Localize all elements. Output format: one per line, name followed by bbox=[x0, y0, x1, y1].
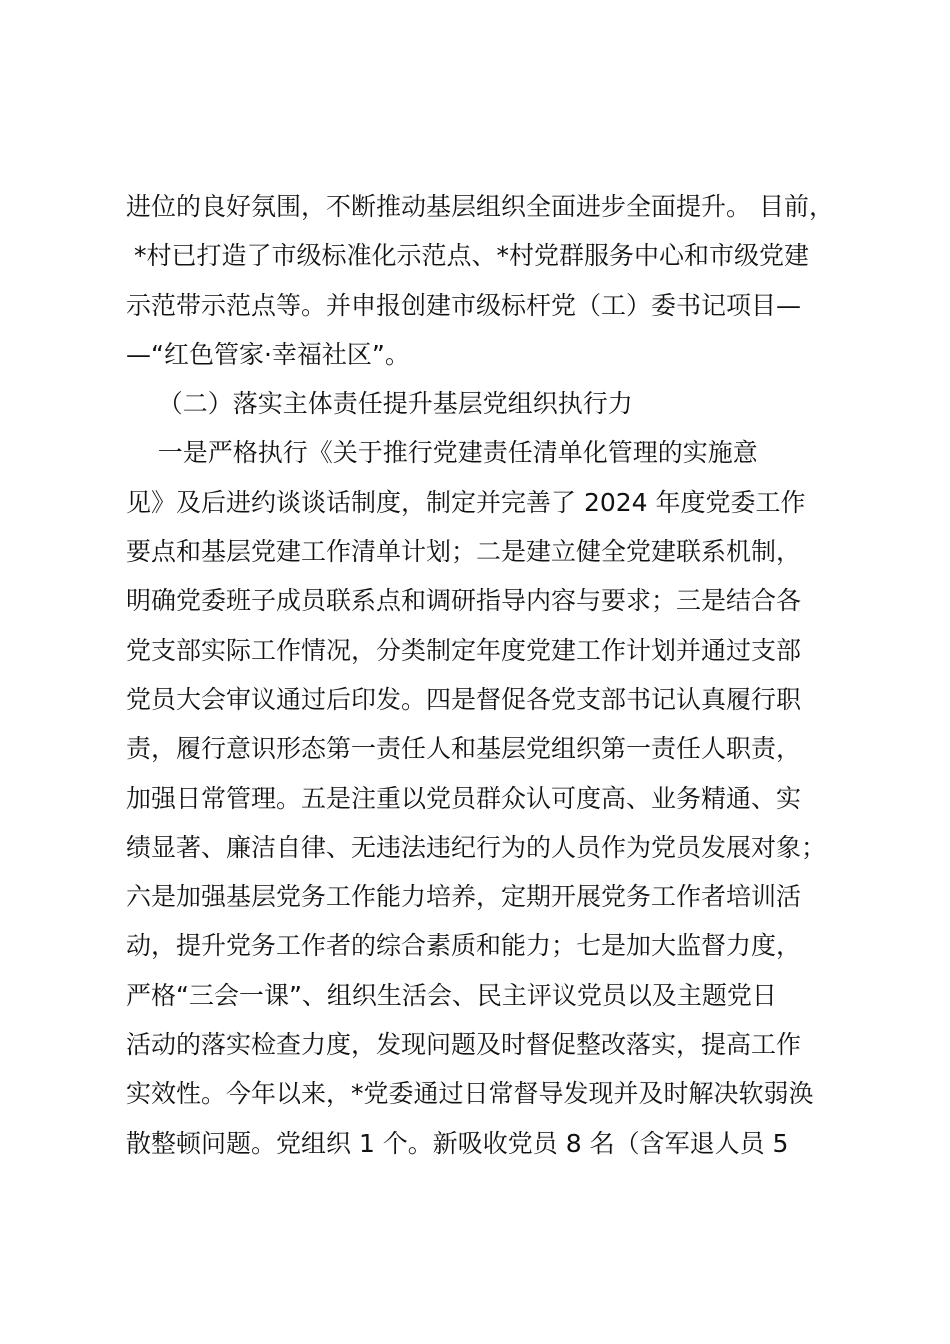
text-line: 六是加强基层党务工作能力培养，定期开展党务工作者培训活 bbox=[126, 882, 802, 912]
text-line: *村已打造了市级标准化示范点、*村党群服务中心和市级党建 bbox=[126, 241, 809, 271]
text-line: 实效性。今年以来，*党委通过日常督导发现并及时解决软弱涣 bbox=[126, 1079, 814, 1109]
text-line: 活动的落实检查力度，发现问题及时督促整改落实，提高工作 bbox=[126, 1030, 802, 1060]
text-line: 动，提升党务工作者的综合素质和能力；七是加大监督力度， bbox=[126, 931, 802, 961]
text-line: 党员大会审议通过后印发。四是督促各党支部书记认真履行职 bbox=[126, 684, 802, 714]
section-heading: （二）落实主体责任提升基层党组织执行力 bbox=[126, 389, 633, 419]
text-line: 绩显著、廉洁自律、无违法违纪行为的人员作为党员发展对象； bbox=[126, 832, 827, 862]
text-line: 进位的良好氛围，不断推动基层组织全面进步全面提升。 目前， bbox=[126, 192, 834, 221]
text-line: —“红色管家·幸福社区”。 bbox=[126, 339, 410, 369]
text-line: 要点和基层党建工作清单计划；二是建立健全党建联系机制， bbox=[126, 537, 802, 567]
text-line: 明确党委班子成员联系点和调研指导内容与要求；三是结合各 bbox=[126, 586, 802, 616]
text-line: 散整顿问题。党组织 1 个。新吸收党员 8 名（含军退人员 5 bbox=[126, 1128, 789, 1158]
text-line: 加强日常管理。五是注重以党员群众认可度高、业务精通、实 bbox=[126, 783, 802, 813]
text-line: 党支部实际工作情况，分类制定年度党建工作计划并通过支部 bbox=[126, 635, 802, 665]
text-line: 责，履行意识形态第一责任人和基层党组织第一责任人职责， bbox=[126, 734, 802, 764]
text-line: 见》及后进约谈谈话制度，制定并完善了 2024 年度党委工作 bbox=[126, 487, 806, 517]
body-text bbox=[126, 182, 846, 1168]
text-line: 一是严格执行《关于推行党建责任清单化管理的实施意 bbox=[126, 438, 758, 468]
text-line: 示范带示范点等。并申报创建市级标杆党（工）委书记项目— bbox=[126, 290, 802, 320]
text-line: 严格“三会一课”、组织生活会、民主评议党员以及主题党日 bbox=[126, 980, 777, 1010]
